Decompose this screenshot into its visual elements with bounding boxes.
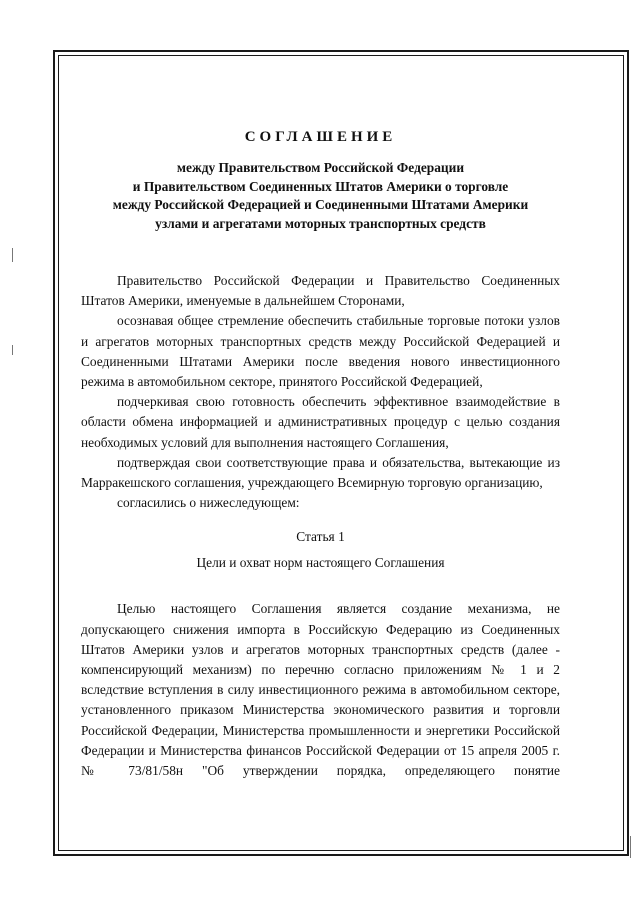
article-heading: Статья 1 xyxy=(296,529,345,545)
preamble-paragraph: подчеркивая свою готовность обеспечить эффективное взаимодействие в области обмена информацией и административных процедур с целью создания необходимых условий для выполнения настоящего Соглашения, xyxy=(81,394,560,450)
article-paragraph: Целью настоящего Соглашения является создание механизма, не допускающего снижения импорта в Российскую Федерацию из Соединенных Штатов Америки узлов и агрегатов моторных транспортных средств (далее - компенсирующий механизм) по перечню согласно приложениям № 1 и 2 вследствие вступления в силу инвестиционного режима в автомобильном секторе, установленного приказом Министерства экономического развития и торговли Российской Федерации, Министерства промышленности и энергетики Российской Федерации и Министерства финансов Российской Федерации от 15 апреля 2005 г. № 73/81/58н "Об утверждении порядка, определяющего понятие xyxy=(81,601,560,779)
subtitle-line: и Правительством Соединенных Штатов Америки о торговле xyxy=(132,178,509,194)
subtitle-line: между Правительством Российской Федерации xyxy=(176,160,465,175)
subtitle-line: узлами и агрегатами моторных транспортных средств xyxy=(155,215,486,231)
article-title: Цели и охват норм настоящего Соглашения xyxy=(196,555,445,571)
scan-mark-left xyxy=(12,248,13,262)
preamble-paragraph: осознавая общее стремление обеспечить стабильные торговые потоки узлов и агрегатов моторных транспортных средств между Российской Федерацией и Соединенными Штатами Америки после введения нового инвестиционного режима в автомобильном секторе, принятого Российской Федерацией, xyxy=(81,313,560,390)
preamble-paragraph: Правительство Российской Федерации и Правительство Соединенных Штатов Америки, именуемые в дальнейшем Сторонами, xyxy=(81,273,560,309)
document-subtitle xyxy=(81,159,560,233)
scan-mark-left-2 xyxy=(12,345,13,355)
preamble-paragraph: согласились о нижеследующем: xyxy=(117,495,300,511)
subtitle-line: между Российской Федерацией и Соединенными Штатами Америки xyxy=(112,197,529,212)
document-body xyxy=(81,271,560,781)
preamble-paragraph: подтверждая свои соответствующие права и обязательства, вытекающие из Марракешского соглашения, учреждающего Всемирную торговую организацию, xyxy=(81,454,560,491)
document-title: СОГЛАШЕНИЕ xyxy=(244,129,397,145)
scan-mark-right xyxy=(630,836,631,858)
document-content xyxy=(81,128,560,781)
